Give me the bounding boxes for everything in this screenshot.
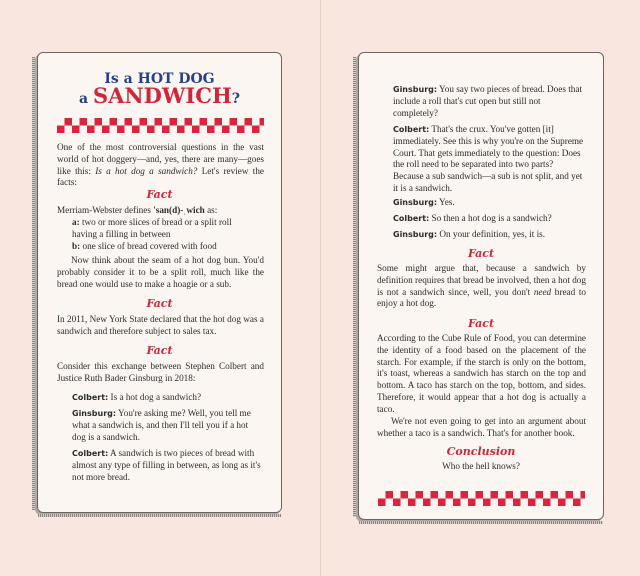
conclusion-text: Who the hell knows? <box>442 461 520 471</box>
speaker: Colbert: <box>72 449 109 458</box>
fact-heading: Fact <box>146 297 173 310</box>
fact-heading: Fact <box>467 247 495 260</box>
intro-italic: Is a hot dog a sandwich? <box>95 165 198 176</box>
argue-pre: Some might argue that, because a sandwich by definition requires that bread be involved, then a hot dog is not a sandwich since, well, you don't <box>377 263 586 297</box>
fact-heading: Fact <box>467 317 495 330</box>
speaker: Colbert: <box>393 214 430 223</box>
dialogue-text: So then a hot dog is a sandwich? <box>429 213 552 223</box>
speaker: Ginsburg: <box>72 409 117 418</box>
dialogue-text: On your definition, yes, it is. <box>437 229 546 239</box>
definition-b <box>72 241 252 253</box>
checker-divider <box>57 118 264 133</box>
mw-word: 'san(d)-ˌwich <box>153 205 205 215</box>
dialogue-line <box>393 84 585 119</box>
dialogue-text: That's the crux. You've gotten [it] immediately. See this is why you're on the Supreme Court. That gets immediately to the question: Does the roll need to be separated into two parts? Because a sub sandwich—a sub is not split, and yet it is a sandwich. <box>393 124 584 193</box>
dialogue-text: You're asking me? Well, you tell me what a sandwich is, and then I'll tell you if a hot dog is a sandwich. <box>72 408 251 442</box>
dialogue-line <box>72 392 262 404</box>
dialogue-line <box>72 448 262 483</box>
left-page-card <box>37 52 282 513</box>
cube-paragraph: According to the Cube Rule of Food, you can determine the identity of a food based on the placement of the starch. For example, if the starch is only on the bottom, it's toast, whereas a sandwich has starch on the top and bottom. A taco has starch on the top, bottom, and sides. Therefore, it would appear that a hot dog is actually a taco. <box>377 333 586 414</box>
dialogue-line <box>393 213 585 225</box>
def-b-label: b: <box>72 241 81 251</box>
definition-a <box>72 217 252 241</box>
conclusion-heading: Conclusion <box>446 445 516 458</box>
speaker: Ginsburg: <box>393 230 438 239</box>
speaker: Ginsburg: <box>393 85 438 94</box>
spiral-binding <box>353 57 356 517</box>
speaker: Ginsburg: <box>393 198 438 207</box>
dialogue-line <box>393 124 585 195</box>
dialogue-line <box>72 408 262 443</box>
page-edge <box>38 514 281 517</box>
definition-intro <box>57 205 264 217</box>
fact-heading: Fact <box>146 188 173 201</box>
speaker: Colbert: <box>72 393 109 402</box>
dialogue-line <box>393 197 585 209</box>
page-gutter <box>320 0 321 576</box>
taco-paragraph: We're not even going to get into an argument about whether a taco is a sandwich. That's for another book. <box>377 416 586 438</box>
dialogue-text: Yes. <box>437 197 455 207</box>
argue-paragraph <box>377 263 586 310</box>
mw-pre: Merriam-Webster defines <box>57 205 154 215</box>
intro-text: One of the most controversial questions in the vast world of hot doggery—and, yes, there are many—goes like this: <box>57 142 264 176</box>
title-question: ? <box>231 91 240 107</box>
seam-paragraph: Now think about the seam of a hot dog bun. You'd probably consider it to be a split roll, much like the bread one would use to make a hoagie or a sub. <box>57 255 264 289</box>
title-line-1: Is a HOT DOG <box>104 71 215 87</box>
page-edge <box>359 521 603 524</box>
intro-paragraph <box>57 142 264 189</box>
dialogue-line <box>393 229 585 241</box>
fact-heading: Fact <box>146 344 173 357</box>
speaker: Colbert: <box>393 125 430 134</box>
def-a-label: a: <box>72 217 80 227</box>
title-sandwich: SANDWICH <box>92 83 232 108</box>
title-line-2 <box>38 83 281 108</box>
intro-end: Let's review the facts: <box>57 165 264 188</box>
mw-post: as: <box>204 205 218 215</box>
title-a: a <box>79 91 89 107</box>
argue-italic: need <box>533 286 552 297</box>
consider-paragraph: Consider this exchange between Stephen Colbert and Justice Ruth Bader Ginsburg in 2018: <box>57 361 264 383</box>
dialogue-text: You say two pieces of bread. Does that include a roll that's cut open but still not completely? <box>393 84 582 118</box>
spiral-binding <box>32 57 35 510</box>
def-b-text: one slice of bread covered with food <box>80 241 217 251</box>
checker-divider <box>378 491 585 506</box>
ny-paragraph: In 2011, New York State declared that the hot dog was a sandwich and therefore subject to sales tax. <box>57 314 264 336</box>
dialogue-text: A sandwich is two pieces of bread with almost any type of filling in between, as long as it's not more bread. <box>72 448 261 482</box>
right-page-card <box>358 52 604 520</box>
dialogue-text: Is a hot dog a sandwich? <box>108 392 202 402</box>
def-a-text: two or more slices of bread or a split roll having a filling in between <box>72 217 232 239</box>
argue-post: bread to enjoy a hot dog. <box>377 286 586 309</box>
